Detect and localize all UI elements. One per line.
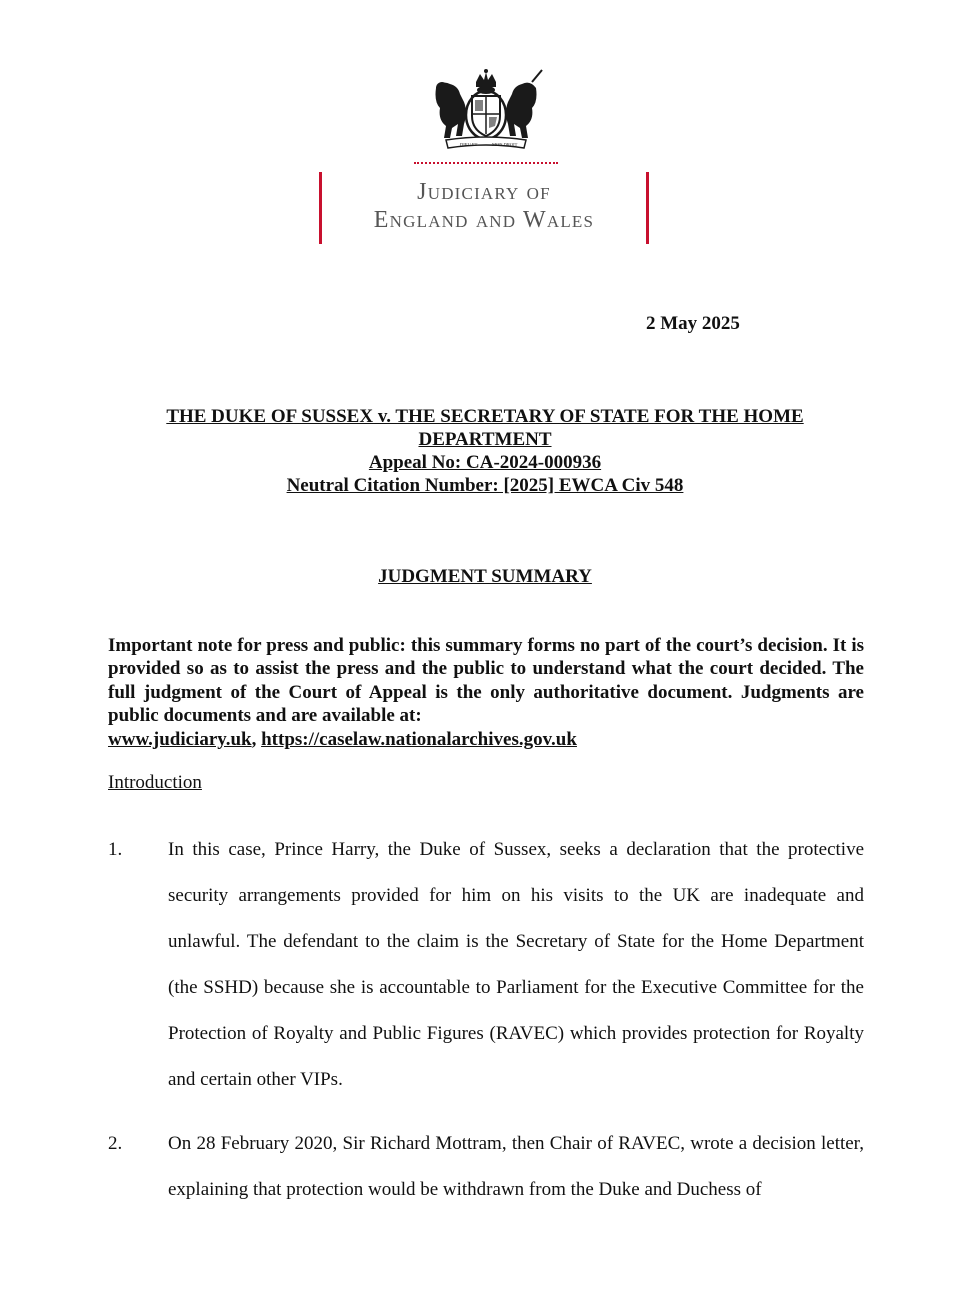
appeal-number: Appeal No: CA-2024-000936: [368, 452, 602, 473]
decorative-dotted-divider: [414, 162, 558, 164]
judgment-date: 2 May 2025: [646, 313, 740, 334]
paragraph-text: In this case, Prince Harry, the Duke of Sussex, seeks a declaration that the protective security arrangements provided for him on his visits to the UK are inadequate and unlawful. The defendant to the claim is the Secretary of State for the Home Department (the SSHD) because she is accountable to Parliament for the Executive Committee for the Protection of Royalty and Public Figures (RAVEC) which provides protection for Royalty and certain other VIPs.: [168, 839, 864, 1090]
organisation-name-line1: Judiciary of: [417, 179, 551, 205]
organisation-name: [322, 178, 646, 234]
press-note: [108, 634, 864, 751]
decorative-red-bar-right: [646, 172, 649, 244]
paragraph-number: 1.: [108, 839, 123, 860]
svg-text:DIEU ET: DIEU ET: [460, 142, 478, 147]
judiciary-website-link[interactable]: www.judiciary.uk: [108, 728, 252, 750]
paragraph-text: On 28 February 2020, Sir Richard Mottram, then Chair of RAVEC, wrote a decision letter, explaining that protection would be withdrawn from the Duke and Duchess of: [168, 1133, 864, 1200]
numbered-paragraph: [108, 827, 864, 1103]
national-archives-caselaw-link[interactable]: https://caselaw.nationalarchives.gov.uk: [261, 728, 577, 750]
organisation-name-line2: England and Wales: [373, 207, 595, 233]
case-title-line2: DEPARTMENT: [418, 429, 552, 450]
numbered-paragraph: [108, 1121, 864, 1213]
svg-text:MON DROIT: MON DROIT: [492, 142, 518, 147]
royal-coat-of-arms-logo: [428, 68, 544, 152]
case-title-line1: THE DUKE OF SUSSEX v. THE SECRETARY OF STATE FOR THE HOME: [166, 406, 804, 427]
link-separator: ,: [251, 728, 262, 750]
judgment-summary-heading: JUDGMENT SUMMARY: [378, 566, 592, 587]
introduction-heading: Introduction: [108, 772, 202, 793]
neutral-citation: Neutral Citation Number: [2025] EWCA Civ 548: [286, 475, 684, 496]
case-title-block: [108, 405, 862, 497]
press-note-links: [108, 728, 864, 751]
paragraph-number: 2.: [108, 1133, 123, 1154]
press-note-text: Important note for press and public: this summary forms no part of the court’s decision. It is provided so as to assist the press and the public to understand what the court decided. The full judgment of the Court of Appeal is the only authoritative document. Judgments are public documents and are available at:: [108, 635, 864, 727]
